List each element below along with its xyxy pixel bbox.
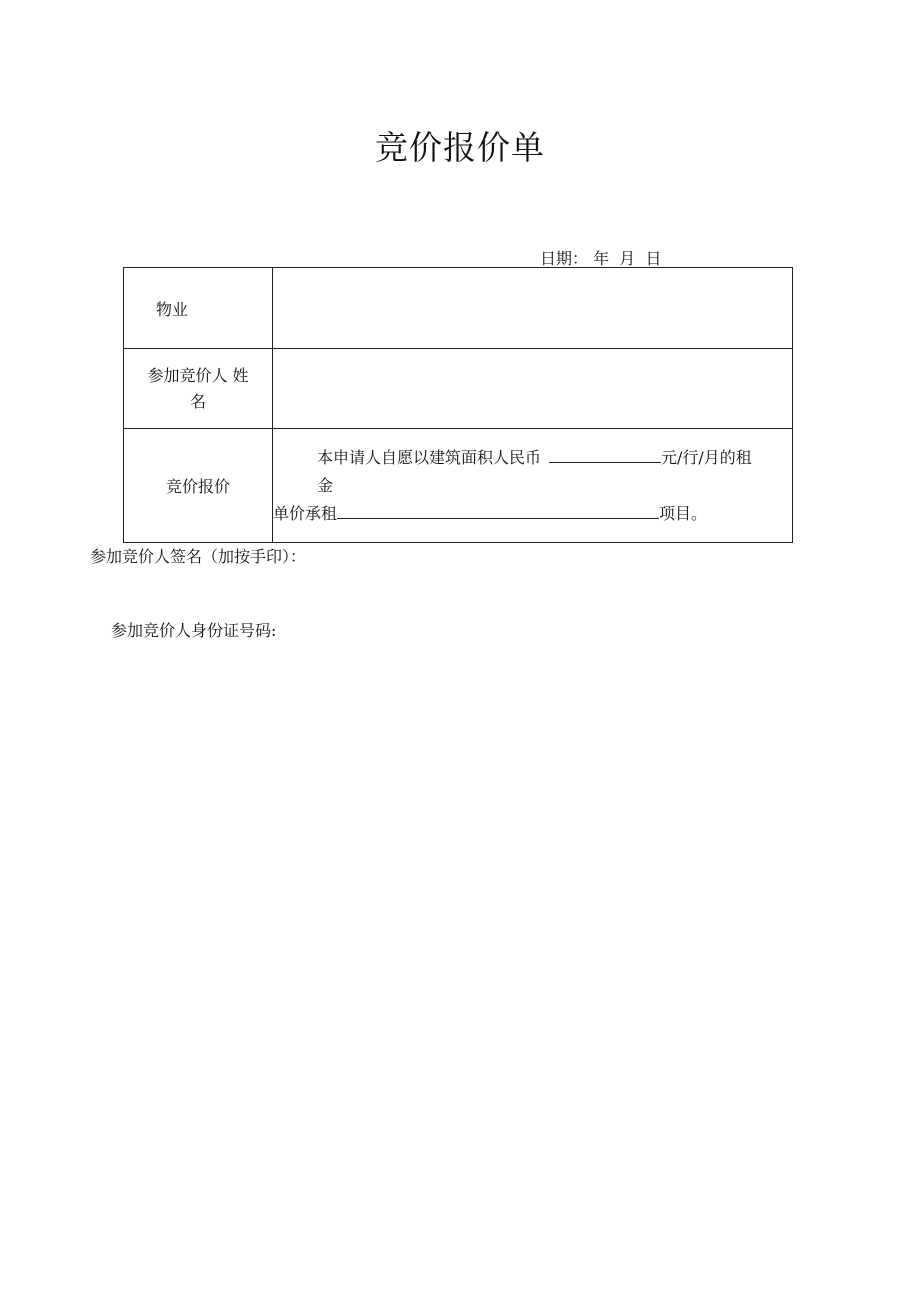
property-label: 物业 — [124, 268, 273, 349]
id-number-label: 参加竞价人身份证号码: — [111, 621, 277, 640]
rent-price-blank[interactable] — [549, 446, 661, 463]
table-row-bidder-name — [124, 349, 793, 429]
bid-text-part3: 单价承租 — [273, 503, 338, 523]
bid-text-part4: 项目。 — [659, 503, 708, 523]
bid-form-table — [123, 267, 793, 543]
signature-label: 参加竞价人签名（加按手印）： — [90, 547, 307, 566]
bid-text-part2: 元/行/月的租金 — [317, 447, 752, 495]
property-value-cell[interactable] — [273, 268, 793, 349]
table-row-property — [124, 268, 793, 349]
date-line — [540, 246, 662, 269]
bidder-name-label-line1: 参加竞价人 姓 — [147, 365, 249, 385]
date-month: 月 — [619, 249, 636, 268]
bidder-name-label-line2: 名 — [189, 391, 206, 411]
bid-text-part1: 本申请人自愿以建筑面积人民币 — [317, 447, 542, 467]
bidder-name-label — [124, 349, 273, 429]
date-year: 年 — [593, 249, 610, 268]
bid-statement — [273, 444, 792, 528]
bidder-name-value-cell[interactable] — [273, 349, 793, 429]
page-title: 竞价报价单 — [375, 128, 545, 167]
date-day: 日 — [645, 249, 662, 268]
project-name-blank[interactable] — [337, 502, 659, 519]
bid-price-cell — [273, 429, 793, 543]
date-label: 日期： — [540, 249, 589, 268]
table-row-bid-price — [124, 429, 793, 543]
bid-price-label: 竞价报价 — [124, 429, 273, 543]
